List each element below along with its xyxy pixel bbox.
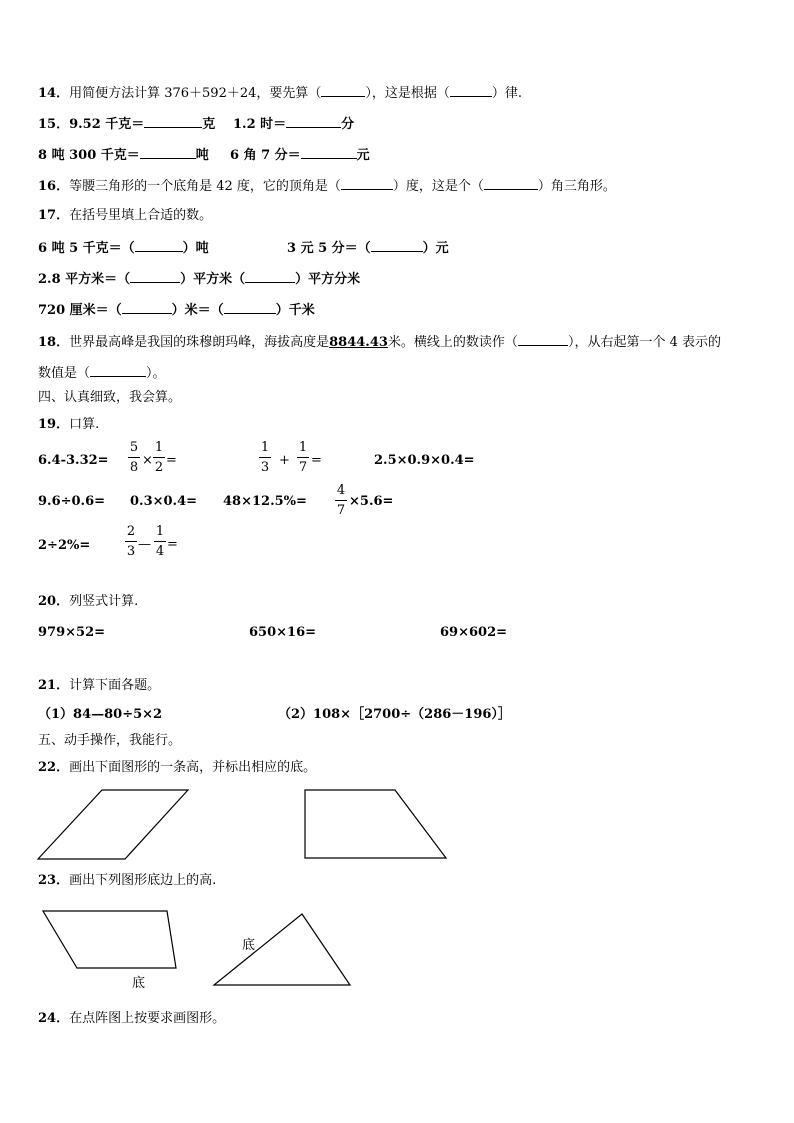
answer-blank[interactable]: [301, 146, 357, 159]
unit-text: ）平方米（: [180, 272, 246, 287]
question-number: 20．: [38, 594, 70, 609]
question-17-row-3: [38, 301, 315, 319]
triangle-figure: [212, 911, 352, 989]
trapezoid-figure: [304, 789, 448, 861]
answer-blank[interactable]: [321, 84, 365, 97]
question-18-line-2: [38, 364, 166, 382]
question-text: 画出下列图形底边上的高.: [69, 873, 217, 888]
question-text: 用简便方法计算 376＋592＋24，要先算（: [69, 86, 322, 101]
question-17-row-2: [38, 270, 360, 288]
fraction: 1 4: [155, 524, 165, 559]
mental-calc-7: 48×12.5%=: [223, 494, 307, 509]
unit-text: ）米＝（: [171, 303, 224, 318]
unit-text: ）吨: [182, 241, 209, 256]
unit-text: ）千米: [275, 303, 315, 318]
question-number: 14．: [38, 86, 70, 101]
altitude-value: 8844.43: [329, 335, 388, 350]
question-number: 17．: [38, 208, 70, 223]
conversion-text: 6 角 7 分＝: [230, 148, 301, 163]
calc-problem-1: （1）84—80÷5×2: [38, 707, 163, 722]
answer-blank[interactable]: [144, 115, 202, 128]
fraction: 1 3: [260, 440, 270, 475]
answer-blank[interactable]: [130, 270, 180, 283]
question-22: [38, 760, 316, 776]
answer-blank[interactable]: [450, 84, 492, 97]
base-label: 底: [132, 976, 146, 991]
unit-text: 克: [202, 117, 216, 132]
question-text: ）角三角形。: [537, 179, 616, 194]
question-number: 19．: [38, 417, 70, 432]
answer-blank[interactable]: [224, 301, 276, 314]
question-18: [38, 333, 721, 351]
mental-calc-6: 0.3×0.4=: [130, 494, 198, 509]
question-text: ）。: [146, 366, 166, 381]
question-number: 21．: [38, 678, 70, 693]
question-text: 数值是（: [38, 366, 91, 381]
unit-text: 吨: [195, 148, 209, 163]
question-17: [38, 208, 212, 224]
question-number: 16．: [38, 179, 70, 194]
fraction: 2 3: [126, 524, 136, 559]
question-23: [38, 873, 216, 889]
question-number: 18．: [38, 335, 70, 350]
conversion-text: 1.2 时＝: [233, 117, 287, 132]
question-text: 在点阵图上按要求画图形。: [69, 1011, 226, 1026]
answer-blank[interactable]: [245, 270, 295, 283]
question-text: ）律.: [491, 86, 523, 101]
conversion-text: 720 厘米＝（: [38, 303, 122, 318]
answer-blank[interactable]: [90, 364, 146, 377]
question-15-line-2: [38, 146, 209, 164]
question-text: ），从右起第一个 4 表示的: [567, 335, 721, 350]
question-text: 列竖式计算.: [69, 594, 139, 609]
question-text: 画出下面图形的一条高，并标出相应的底。: [69, 760, 317, 775]
unit-text: ）元: [422, 241, 449, 256]
vertical-calc-1: 979×52=: [38, 625, 106, 640]
question-14: [38, 84, 522, 102]
base-label: 底: [242, 938, 256, 953]
vertical-calc-2: 650×16=: [249, 625, 317, 640]
fraction: 1 2: [154, 440, 164, 475]
question-text: ），这是根据（: [365, 86, 450, 101]
answer-blank[interactable]: [122, 301, 172, 314]
question-17-row-1: [38, 239, 209, 257]
conversion-text: 8 吨 300 千克＝: [38, 148, 140, 163]
question-15-line-2b: [230, 146, 370, 164]
calc-problem-2: （2）108×［2700÷（286－196）］: [278, 707, 511, 722]
mental-calc-9: 2÷2%=: [38, 538, 91, 553]
answer-blank[interactable]: [135, 239, 183, 252]
section-heading: 五、动手操作，我能行。: [38, 733, 182, 748]
answer-blank[interactable]: [140, 146, 196, 159]
answer-blank[interactable]: [484, 177, 538, 190]
question-number: 15．: [38, 117, 70, 132]
section-heading: 四、认真细致，我会算。: [38, 390, 182, 405]
question-number: 22．: [38, 760, 70, 775]
question-number: 24．: [38, 1011, 70, 1026]
question-number: 23．: [38, 873, 70, 888]
conversion-text: 6 吨 5 千克＝（: [38, 241, 135, 256]
question-text: 口算.: [69, 417, 100, 432]
conversion-text: 2.8 平方米＝（: [38, 272, 131, 287]
question-17-row-1b: [287, 239, 449, 257]
question-15-line-1: [38, 115, 215, 133]
mental-calc-4: 2.5×0.9×0.4=: [374, 453, 475, 468]
conversion-text: 3 元 5 分＝（: [287, 241, 371, 256]
answer-blank[interactable]: [371, 239, 423, 252]
question-text: 等腰三角形的一个底角是 42 度，它的顶角是（: [69, 179, 341, 194]
mental-calc-1: 6.4-3.32=: [38, 453, 109, 468]
question-24: [38, 1011, 225, 1027]
question-text: ）度，这是个（: [392, 179, 484, 194]
unit-text: 分: [341, 117, 355, 132]
fraction: 4 7: [336, 483, 346, 518]
answer-blank[interactable]: [518, 333, 568, 346]
question-text: 世界最高峰是我国的珠穆朗玛峰，海拔高度是: [69, 335, 330, 350]
parallelogram-figure: [37, 789, 189, 861]
question-19: [38, 417, 99, 433]
unit-text: ）平方分米: [295, 272, 361, 287]
answer-blank[interactable]: [286, 115, 341, 128]
unit-text: 元: [356, 148, 370, 163]
question-text: 在括号里填上合适的数。: [69, 208, 213, 223]
conversion-text: 9.52 千克＝: [69, 117, 145, 132]
answer-blank[interactable]: [341, 177, 393, 190]
vertical-calc-3: 69×602=: [440, 625, 508, 640]
fraction: 1 7: [298, 440, 308, 475]
mental-calc-5: 9.6÷0.6=: [38, 494, 106, 509]
question-20: [38, 594, 138, 610]
parallelogram-figure: [42, 908, 182, 970]
question-text: 计算下面各题。: [69, 678, 161, 693]
question-21: [38, 678, 160, 694]
fraction: 5 8: [129, 440, 139, 475]
question-16: [38, 177, 616, 195]
question-15-line-1b: [233, 115, 354, 133]
question-text: 米。横线上的数读作（: [387, 335, 518, 350]
